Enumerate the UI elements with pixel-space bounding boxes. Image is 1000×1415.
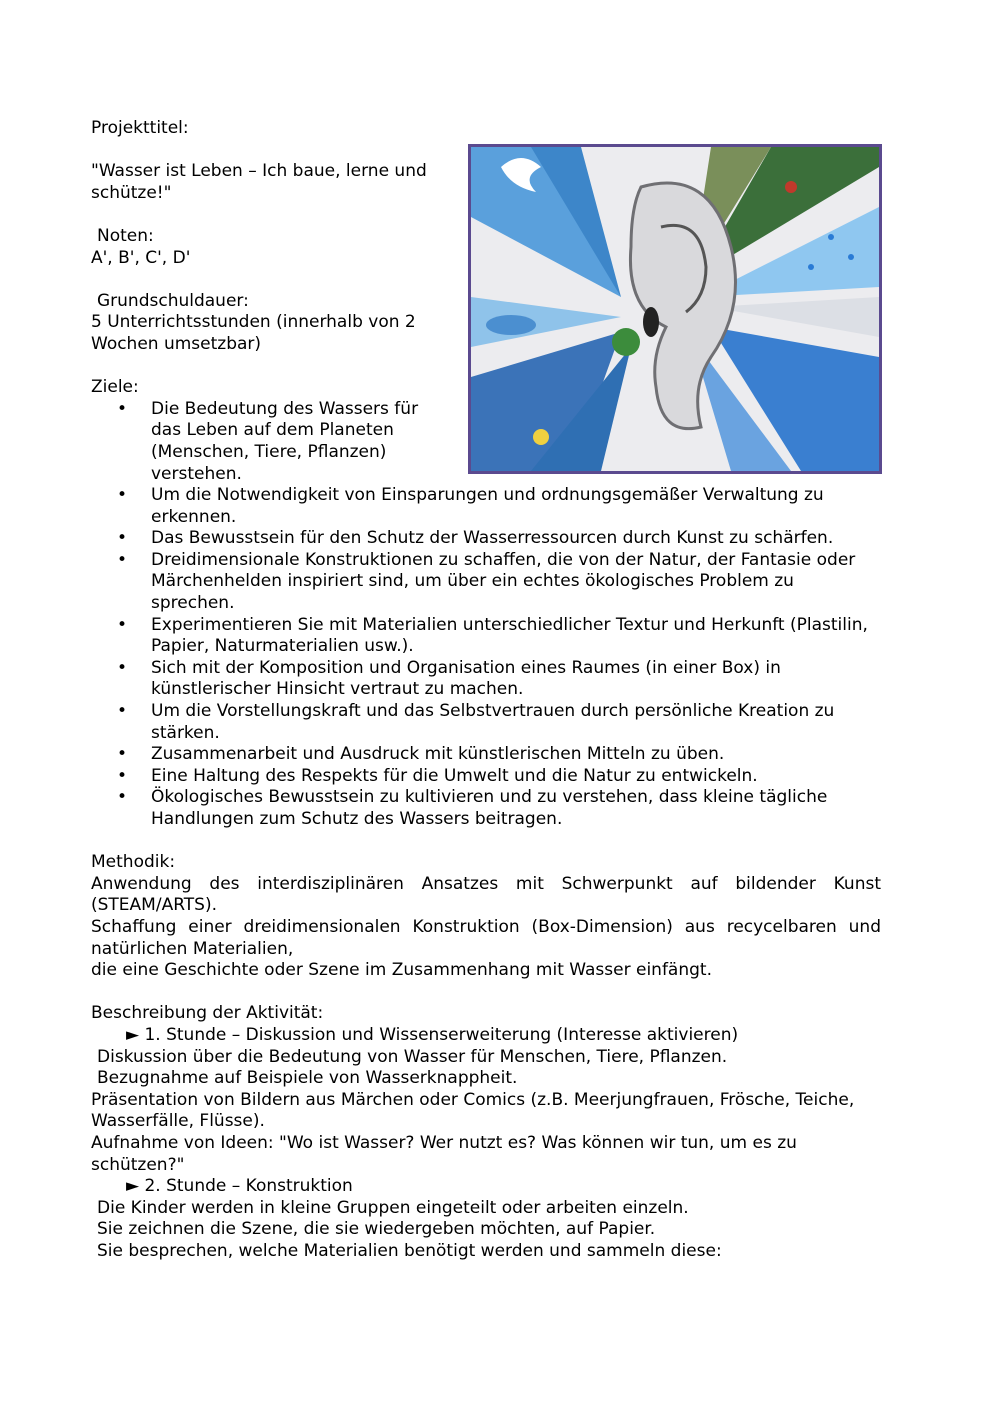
- project-label: Projekttitel:: [91, 118, 189, 138]
- goals-list: [91, 399, 881, 831]
- lesson-1-line: Bezugnahme auf Beispiele von Wasserknappheit.: [97, 1068, 518, 1089]
- method-line: Schaffung einer dreidimensionalen Konstruktion (Box-Dimension) aus recycelbaren und natürlichen Materialien,: [91, 916, 881, 959]
- goal-item: • Sich mit der Komposition und Organisation eines Raumes (in einer Box) in künstlerischer Hinsicht vertraut zu machen.: [91, 658, 881, 701]
- goal-item: • Eine Haltung des Respekts für die Umwelt und die Natur zu entwickeln.: [91, 766, 881, 788]
- document-body: [91, 118, 881, 1262]
- activity-label: Beschreibung der Aktivität:: [91, 1003, 324, 1024]
- goal-item: • Um die Vorstellungskraft und das Selbstvertrauen durch persönliche Kreation zu stärken.: [91, 701, 881, 744]
- lesson-2-line: Die Kinder werden in kleine Gruppen eingeteilt oder arbeiten einzeln.: [97, 1197, 689, 1218]
- goal-item: • Ökologisches Bewusstsein zu kultivieren und zu verstehen, dass kleine tägliche Handlungen zum Schutz des Wassers beitragen.: [91, 787, 881, 830]
- method-line: die eine Geschichte oder Szene im Zusammenhang mit Wasser einfängt.: [91, 960, 712, 981]
- lesson-1-line: Diskussion über die Bedeutung von Wasser für Menschen, Tiere, Pflanzen.: [97, 1046, 728, 1067]
- grades-value: A', B', C', D': [91, 247, 191, 268]
- method-label: Methodik:: [91, 852, 176, 873]
- lesson-2-title: ► 2. Stunde – Konstruktion: [126, 1176, 353, 1197]
- lesson-2-line: Sie besprechen, welche Materialien benötigt werden und sammeln diese:: [97, 1240, 722, 1261]
- lesson-1-title: ► 1. Stunde – Diskussion und Wissenserweiterung (Interesse aktivieren): [126, 1024, 739, 1045]
- goal-item: • Experimentieren Sie mit Materialien unterschiedlicher Textur und Herkunft (Plastilin, Papier, Naturmaterialien usw.).: [91, 615, 881, 658]
- lesson-1-line: Präsentation von Bildern aus Märchen oder Comics (z.B. Meerjungfrauen, Frösche, Teiche, Wasserfälle, Flüsse).: [91, 1089, 855, 1132]
- goal-item: • Um die Notwendigkeit von Einsparungen und ordnungsgemäßer Verwaltung zu erkennen.: [91, 485, 881, 528]
- project-title: "Wasser ist Leben – Ich baue, lerne und schütze!": [91, 161, 427, 203]
- grades-label: Noten:: [97, 225, 154, 246]
- goal-item: • Dreidimensionale Konstruktionen zu schaffen, die von der Natur, der Fantasie oder Märchenhelden inspiriert sind, um über ein echtes ökologisches Problem zu sprechen.: [91, 550, 881, 615]
- duration-value: 5 Unterrichtsstunden (innerhalb von 2 Wochen umsetzbar): [91, 312, 416, 354]
- method-line: Anwendung des interdisziplinären Ansatzes mit Schwerpunkt auf bildender Kunst (STEAM/ARTS).: [91, 873, 881, 916]
- lesson-1-line: Aufnahme von Ideen: "Wo ist Wasser? Wer nutzt es? Was können wir tun, um es zu schützen?": [91, 1132, 797, 1175]
- lesson-2-line: Sie zeichnen die Szene, die sie wiedergeben möchten, auf Papier.: [97, 1219, 656, 1240]
- goals-label: Ziele:: [91, 377, 139, 398]
- goal-item: • Die Bedeutung des Wassers für das Leben auf dem Planeten (Menschen, Tiere, Pflanzen) verstehen.: [91, 399, 451, 485]
- intro-column: [91, 118, 451, 399]
- goal-item: • Zusammenarbeit und Ausdruck mit künstlerischen Mitteln zu üben.: [91, 744, 881, 766]
- goal-item: • Das Bewusstsein für den Schutz der Wasserressourcen durch Kunst zu schärfen.: [91, 528, 881, 550]
- duration-label: Grundschuldauer:: [97, 290, 249, 311]
